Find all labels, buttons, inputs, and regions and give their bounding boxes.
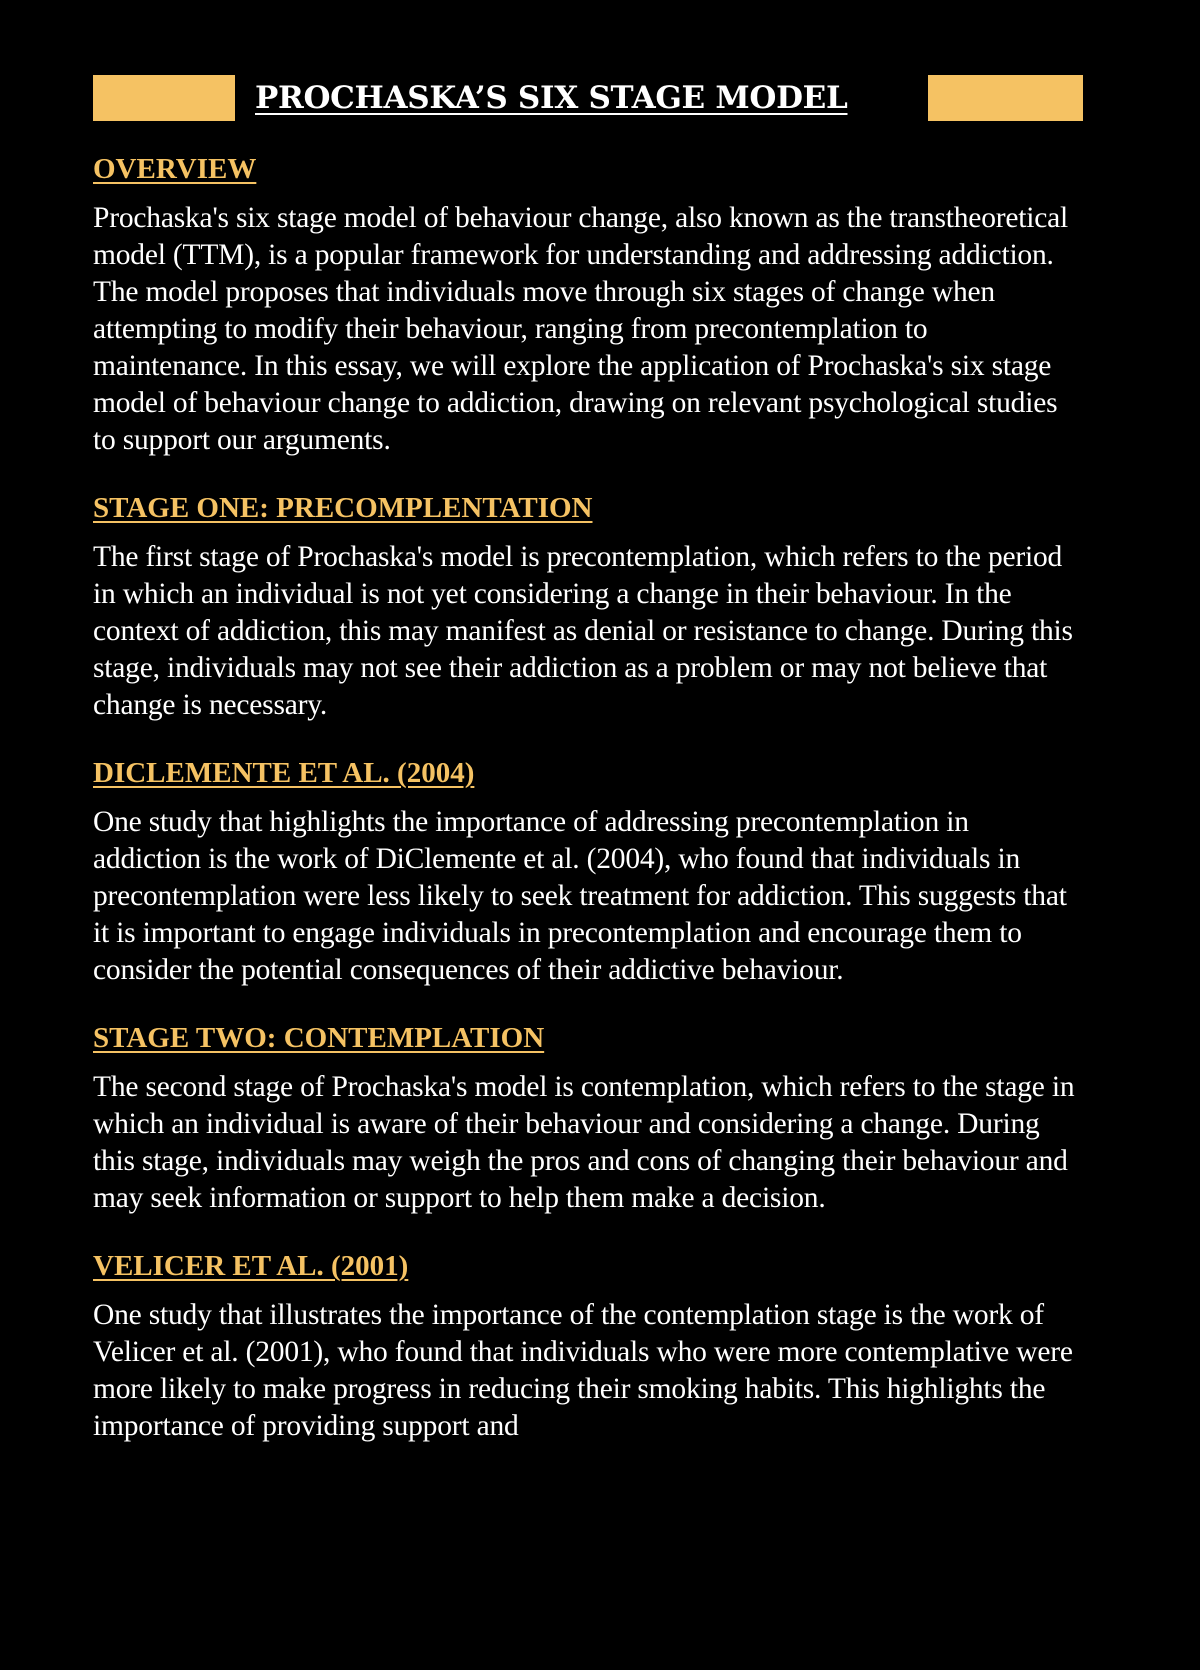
title-accent-bar-left: [93, 75, 235, 121]
section-velicer: [93, 1249, 1083, 1445]
title-banner: [93, 75, 1083, 121]
section-diclemente: [93, 756, 1083, 989]
document-content: [93, 152, 1083, 1477]
section-heading: STAGE ONE: PRECOMPLENTATION: [93, 492, 593, 524]
section-body: The first stage of Prochaska's model is precontemplation, which refers to the period in which an individual is not yet considering a change in their behaviour. In the context of addiction, this may manifest as denial or resistance to change. During this stage, individuals may not see their addiction as a problem or may not believe that change is necessary.: [93, 541, 1073, 721]
section-heading: OVERVIEW: [93, 153, 257, 185]
section-stage-two: [93, 1021, 1083, 1217]
section-body: One study that illustrates the importance of the contemplation stage is the work of Velicer et al. (2001), who found that individuals who were more contemplative were more likely to make progress in reducing their smoking habits. This highlights the importance of providing support and: [93, 1299, 1073, 1442]
section-body: One study that highlights the importance of addressing precontemplation in addiction is the work of DiClemente et al. (2004), who found that individuals in precontemplation were less likely to seek treatment for addiction. This suggests that it is important to engage individuals in precontemplation and encourage them to consider the potential consequences of their addictive behaviour.: [93, 806, 1067, 986]
section-body: The second stage of Prochaska's model is contemplation, which refers to the stage in which an individual is aware of their behaviour and considering a change. During this stage, individuals may weigh the pros and cons of changing their behaviour and may seek information or support to help them make a decision.: [93, 1071, 1075, 1214]
section-body: Prochaska's six stage model of behaviour change, also known as the transtheoretical model (TTM), is a popular framework for understanding and addressing addiction. The model proposes that individuals move through six stages of change when attempting to modify their behaviour, ranging from precontemplation to maintenance. In this essay, we will explore the application of Prochaska's six stage model of behaviour change to addiction, drawing on relevant psychological studies to support our arguments.: [93, 202, 1069, 456]
section-heading: DICLEMENTE ET AL. (2004): [93, 757, 475, 789]
section-stage-one: [93, 491, 1083, 724]
title-accent-bar-right: [928, 75, 1083, 121]
section-heading: VELICER ET AL. (2001): [93, 1250, 409, 1282]
section-overview: [93, 152, 1083, 459]
section-heading: STAGE TWO: CONTEMPLATION: [93, 1022, 545, 1054]
page-title: PROCHASKA’S SIX STAGE MODEL: [255, 80, 848, 116]
